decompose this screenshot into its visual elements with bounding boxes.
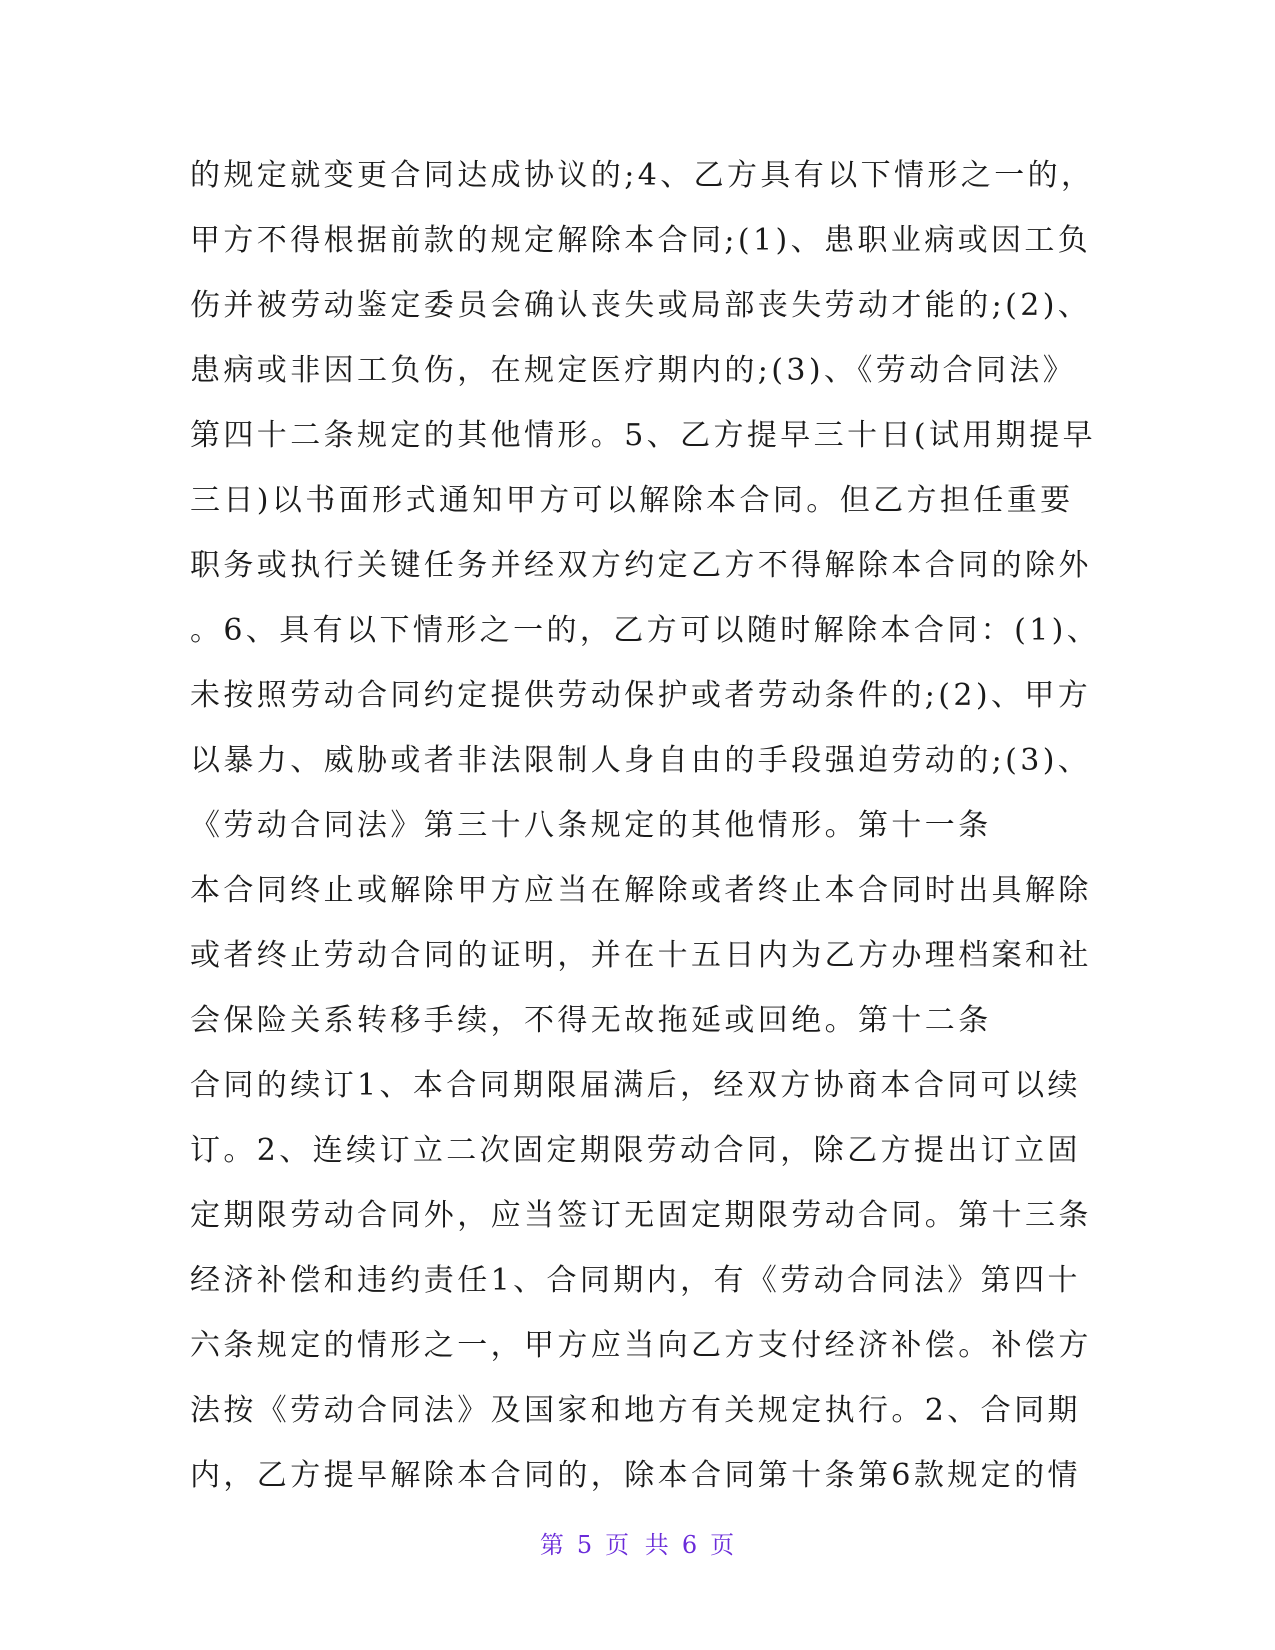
current-page-number: 5 <box>576 1531 594 1559</box>
text-line: 或者终止劳动合同的证明，并在十五日内为乙方办理档案和社 <box>190 938 1092 973</box>
page-footer <box>0 1525 1275 1560</box>
text-line: 会保险关系转移手续，不得无故拖延或回绝。第十二条 <box>190 1003 992 1038</box>
footer-suffix: 页 <box>710 1531 736 1559</box>
text-line: 患病或非因工负伤，在规定医疗期内的;(3)、《劳动合同法》 <box>190 353 1077 388</box>
text-line: 职务或执行关键任务并经双方约定乙方不得解除本合同的除外 <box>190 548 1092 583</box>
total-pages-number: 6 <box>681 1531 699 1559</box>
text-line: 合同的续订1、本合同期限届满后，经双方协商本合同可以续 <box>190 1068 1081 1103</box>
text-line: 本合同终止或解除甲方应当在解除或者终止本合同时出具解除 <box>190 873 1092 908</box>
text-line: 的规定就变更合同达成协议的;4、乙方具有以下情形之一的， <box>190 158 1095 193</box>
text-line: 以暴力、威胁或者非法限制人身自由的手段强迫劳动的;(3)、 <box>190 743 1092 778</box>
text-line: 内，乙方提早解除本合同的，除本合同第十条第6款规定的情 <box>190 1458 1081 1493</box>
text-line: 三日)以书面形式通知甲方可以解除本合同。但乙方担任重要 <box>190 483 1074 518</box>
text-line: 《劳动合同法》第三十八条规定的其他情形。第十一条 <box>190 808 992 843</box>
text-line: 六条规定的情形之一，甲方应当向乙方支付经济补偿。补偿方 <box>190 1328 1092 1363</box>
text-line: 第四十二条规定的其他情形。5、乙方提早三十日(试用期提早 <box>190 418 1096 453</box>
text-line: 。6、具有以下情形之一的，乙方可以随时解除本合同：(1)、 <box>190 613 1100 648</box>
text-line: 甲方不得根据前款的规定解除本合同;(1)、患职业病或因工负 <box>190 223 1092 258</box>
text-line: 订。2、连续订立二次固定期限劳动合同，除乙方提出订立固 <box>190 1133 1081 1168</box>
text-line: 伤并被劳动鉴定委员会确认丧失或局部丧失劳动才能的;(2)、 <box>190 288 1092 323</box>
text-line: 未按照劳动合同约定提供劳动保护或者劳动条件的;(2)、甲方 <box>190 678 1092 713</box>
footer-middle: 页 共 <box>605 1531 670 1559</box>
text-line: 法按《劳动合同法》及国家和地方有关规定执行。2、合同期 <box>190 1393 1081 1428</box>
text-line: 经济补偿和违约责任1、合同期内，有《劳动合同法》第四十 <box>190 1263 1081 1298</box>
text-line: 定期限劳动合同外，应当签订无固定期限劳动合同。第十三条 <box>190 1198 1092 1233</box>
footer-prefix: 第 <box>539 1531 565 1559</box>
body-text <box>190 143 1100 1508</box>
